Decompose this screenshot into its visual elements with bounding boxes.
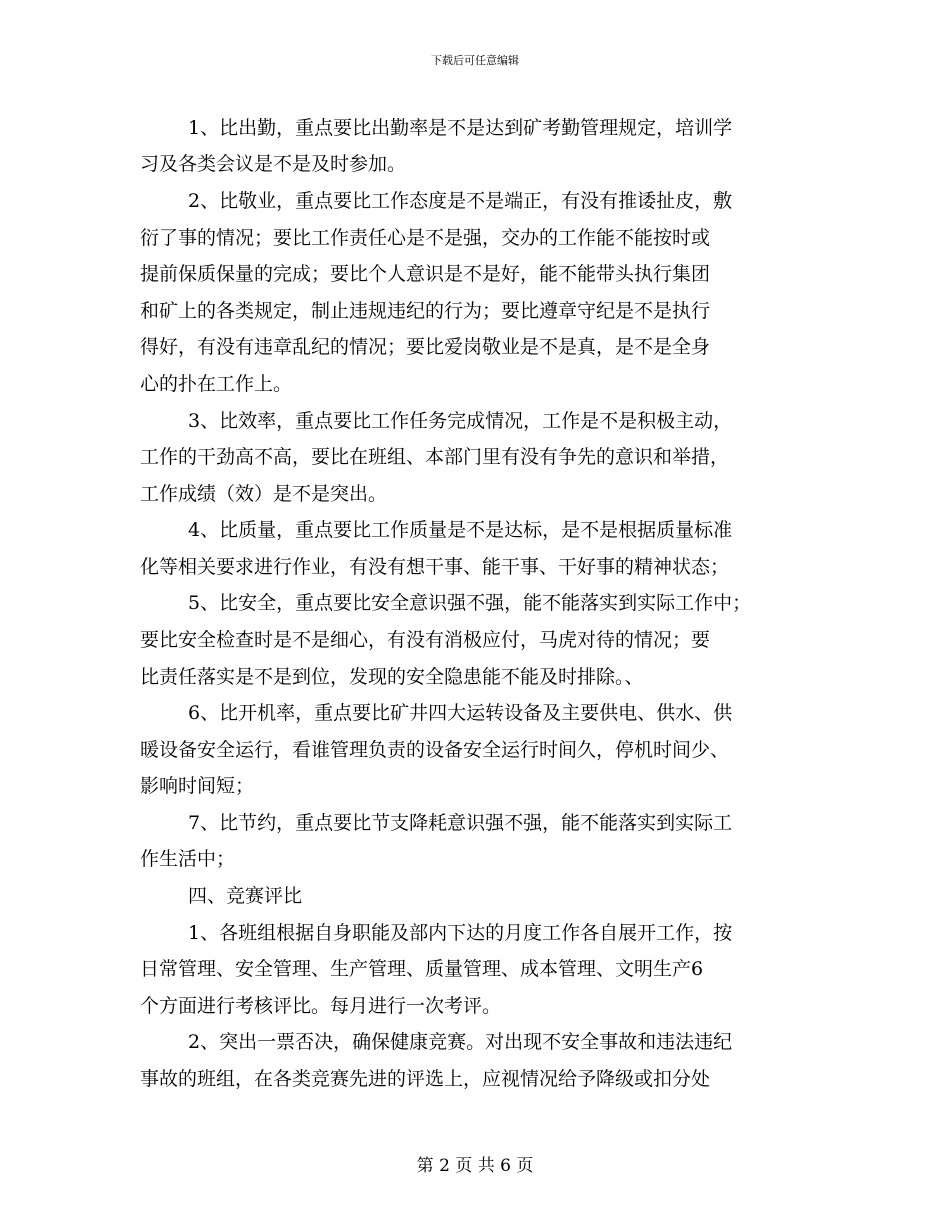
text-line: 影响时间短； bbox=[140, 775, 255, 797]
text-line: 1、比出勤，重点要比出勤率是不是达到矿考勤管理规定，培训学 bbox=[188, 117, 733, 139]
text-line: 6、比开机率，重点要比矿井四大运转设备及主要供电、供水、供 bbox=[188, 702, 733, 724]
text-line: 5、比安全，重点要比安全意识强不强，能不能落实到实际工作中； bbox=[188, 592, 752, 614]
text-line: 要比安全检查时是不是细心，有没有消极应付，马虎对待的情况；要 bbox=[140, 629, 711, 651]
text-line: 日常管理、安全管理、生产管理、质量管理、成本管理、文明生产6 bbox=[140, 958, 704, 980]
text-line: 暖设备安全运行，看谁管理负责的设备安全运行时间久，停机时间少、 bbox=[140, 739, 730, 761]
text-line: 7、比节约，重点要比节支降耗意识强不强，能不能落实到实际工 bbox=[188, 812, 733, 834]
text-line: 1、各班组根据自身职能及部内下达的月度工作各自展开工作，按 bbox=[188, 922, 733, 944]
text-line: 2、突出一票否决，确保健康竞赛。对出现不安全事故和违法违纪 bbox=[188, 1031, 733, 1053]
section-heading: 四、竞赛评比 bbox=[188, 885, 303, 907]
text-line: 提前保质保量的完成；要比个人意识是不是好，能不能带头执行集团 bbox=[140, 263, 711, 285]
text-line: 衍了事的情况；要比工作责任心是不是强，交办的工作能不能按时或 bbox=[140, 227, 711, 249]
text-line: 习及各类会议是不是及时参加。 bbox=[140, 153, 407, 175]
text-line: 比责任落实是不是到位，发现的安全隐患能不能及时排除。、 bbox=[140, 666, 644, 688]
text-line: 和矿上的各类规定，制止违规违纪的行为；要比遵章守纪是不是执行 bbox=[140, 300, 711, 322]
text-line: 化等相关要求进行作业，有没有想干事、能干事、干好事的精神状态； bbox=[140, 556, 730, 578]
text-line: 事故的班组，在各类竞赛先进的评选上，应视情况给予降级或扣分处 bbox=[140, 1068, 711, 1090]
text-line: 2、比敬业，重点要比工作态度是不是端正，有没有推诿扯皮，敷 bbox=[188, 190, 733, 212]
text-line: 3、比效率，重点要比工作任务完成情况，工作是不是积极主动， bbox=[188, 410, 733, 432]
text-line: 工作的干劲高不高，要比在班组、本部门里有没有争先的意识和举措， bbox=[140, 446, 730, 468]
text-line: 个方面进行考核评比。每月进行一次考评。 bbox=[140, 995, 502, 1017]
page-footer: 第 2 页 共 6 页 bbox=[416, 1156, 534, 1176]
text-line: 工作成绩（效）是不是突出。 bbox=[140, 483, 388, 505]
page-header: 下载后可任意编辑 bbox=[431, 54, 519, 67]
text-line: 作生活中； bbox=[140, 848, 236, 870]
text-line: 4、比质量，重点要比工作质量是不是达标，是不是根据质量标准 bbox=[188, 519, 733, 541]
text-line: 心的扑在工作上。 bbox=[140, 373, 293, 395]
text-line: 得好，有没有违章乱纪的情况；要比爱岗敬业是不是真，是不是全身 bbox=[140, 336, 711, 358]
